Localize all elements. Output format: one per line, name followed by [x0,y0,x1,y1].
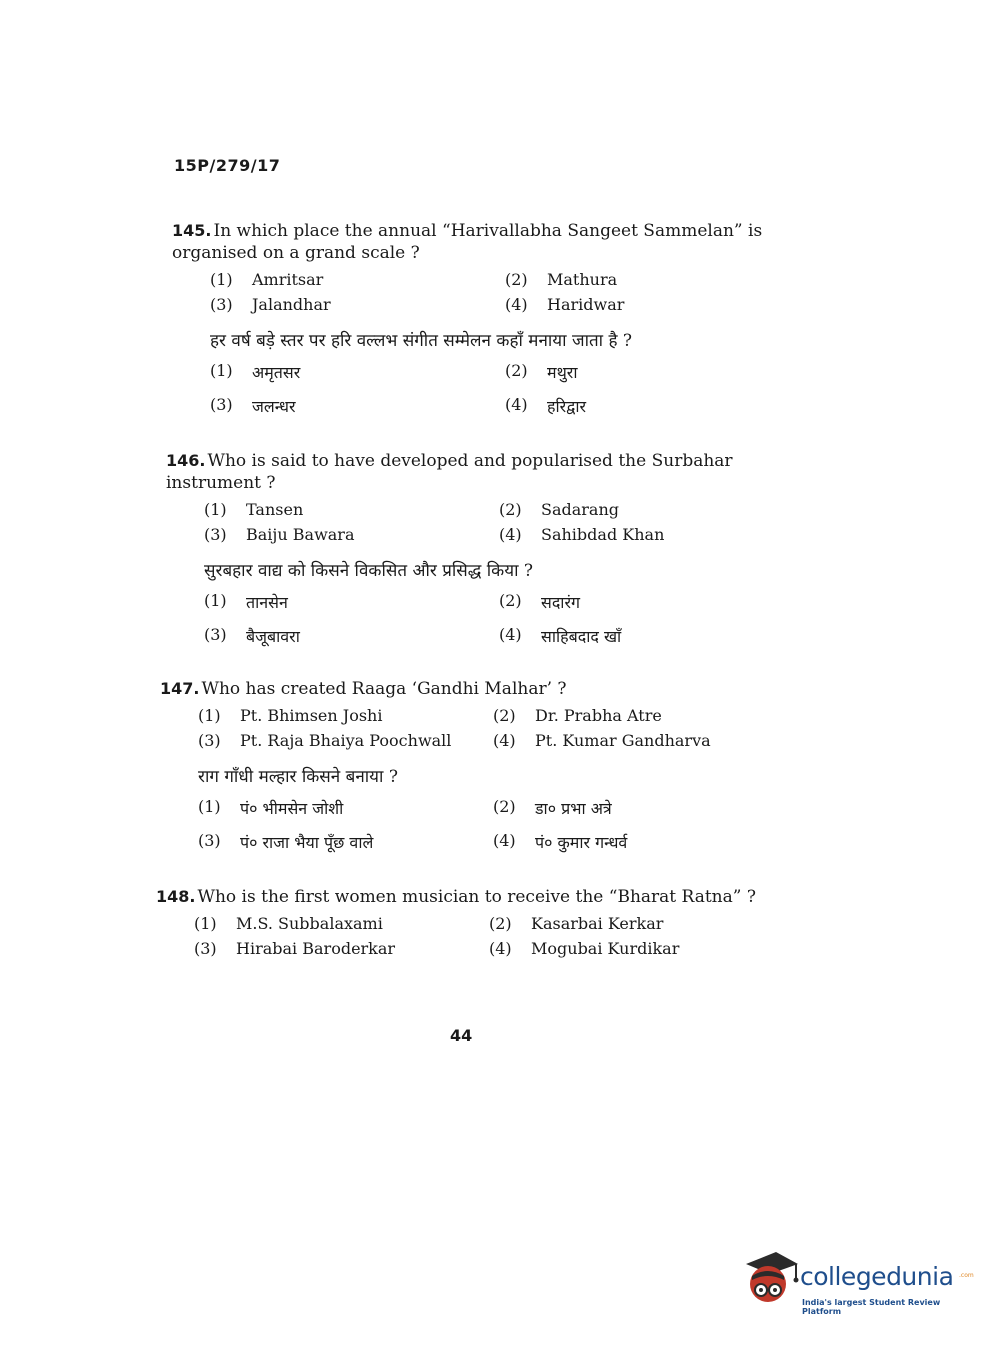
option [198,797,493,819]
option-number: (4) [505,395,528,414]
option [505,295,825,314]
options-en [172,270,802,314]
option [489,914,809,933]
option-text: Mathura [547,270,618,289]
option-text: Pt. Raja Bhaiya Poochwall [240,731,452,750]
question-text-en [160,678,800,700]
option [194,939,489,958]
collegedunia-logo [742,1250,972,1314]
option [493,831,813,853]
option-text: Sahibdad Khan [541,525,665,544]
option-number: (1) [204,591,227,610]
option-number: (3) [210,295,233,314]
option-text: पं० भीमसेन जोशी [240,799,344,818]
option-number: (2) [499,500,522,519]
option-text: पं० राजा भैया पूँछ वाले [240,833,374,852]
option-number: (4) [505,295,528,314]
option-text: Mogubai Kurdikar [531,939,680,958]
option-text: बैजूबावरा [246,627,300,646]
question-text-hi: राग गाँधी मल्हार किसने बनाया ? [198,767,398,787]
option-number: (3) [210,395,233,414]
option-number: (2) [489,914,512,933]
option-number: (3) [204,525,227,544]
brand-domain: .com [959,1272,974,1279]
question-stem: Who has created Raaga ‘Gandhi Malhar’ ? [201,679,567,699]
option [194,914,489,933]
option-text: M.S. Subbalaxami [236,914,383,933]
brand-tagline: India's largest Student Review Platform [802,1298,941,1316]
question-number: 146. [166,451,206,470]
option-number: (1) [210,361,233,380]
option-text: तानसेन [246,593,288,612]
option-number: (3) [198,731,221,750]
option-text: Jalandhar [252,295,331,314]
option-text: जलन्धर [252,397,296,416]
options-hi [172,361,802,417]
option-text: डा० प्रभा अत्रे [535,799,612,818]
option [499,525,819,544]
question-148 [156,886,796,958]
option [210,295,505,314]
option-text: Kasarbai Kerkar [531,914,664,933]
question-text-hi: हर वर्ष बड़े स्तर पर हरि वल्लभ संगीत सम्मेलन कहाँ मनाया जाता है ? [210,331,633,351]
option-number: (1) [198,797,221,816]
option-text: पं० कुमार गन्धर्व [535,833,628,852]
option [499,591,819,613]
option [493,706,813,725]
option-number: (1) [210,270,233,289]
option-text: साहिबदाद खाँ [541,627,622,646]
option [210,270,505,289]
option [505,270,825,289]
paper-code: 15P/279/17 [174,156,281,175]
option-text: Pt. Kumar Gandharva [535,731,711,750]
question-stem: Who is the first women musician to receive the “Bharat Ratna” ? [197,887,756,907]
option-number: (4) [493,831,516,850]
option-text: Sadarang [541,500,620,519]
options-en [156,914,796,958]
option [499,500,819,519]
option [493,797,813,819]
option [210,361,505,383]
option-text: Hirabai Baroderkar [236,939,396,958]
option-number: (4) [489,939,512,958]
option-number: (4) [493,731,516,750]
page-number: 44 [450,1026,473,1045]
option [198,731,493,750]
option [204,625,499,647]
question-number: 145. [172,221,212,240]
option-text: मथुरा [547,363,578,382]
question-number: 147. [160,679,200,698]
option [489,939,809,958]
option-text: Amritsar [252,270,324,289]
option-number: (1) [198,706,221,725]
mascot-icon [742,1250,800,1308]
options-hi [166,591,802,647]
option-number: (2) [493,706,516,725]
option-text: Haridwar [547,295,625,314]
option [505,395,825,417]
question-145 [172,220,802,417]
options-en [166,500,802,544]
question-stem: Who is said to have developed and popularised the Surbahar instrument ? [166,451,733,493]
option [505,361,825,383]
option-number: (2) [505,361,528,380]
option-number: (3) [204,625,227,644]
option-text: Dr. Prabha Atre [535,706,662,725]
option-text: सदारंग [541,593,581,612]
option [204,500,499,519]
question-text-hi: सुरबहार वाद्य को किसने विकसित और प्रसिद्ध किया ? [204,561,534,581]
option-text: Tansen [246,500,304,519]
question-text-en [156,886,796,908]
question-stem: In which place the annual “Harivallabha Sangeet Sammelan” is organised on a grand scale ? [172,221,763,263]
option-number: (4) [499,525,522,544]
question-number: 148. [156,887,196,906]
option-number: (2) [499,591,522,610]
option [204,591,499,613]
option-number: (2) [493,797,516,816]
option [210,395,505,417]
option [493,731,813,750]
option [499,625,819,647]
brand-name: collegedunia [800,1262,954,1291]
option-number: (2) [505,270,528,289]
option-text: Baiju Bawara [246,525,355,544]
question-text-en [166,450,802,494]
option-text: Pt. Bhimsen Joshi [240,706,383,725]
option-number: (3) [194,939,217,958]
option [204,525,499,544]
question-146 [166,450,802,647]
options-hi [160,797,800,853]
option [198,831,493,853]
question-147 [160,678,800,853]
option-number: (3) [198,831,221,850]
option-number: (4) [499,625,522,644]
option [198,706,493,725]
option-number: (1) [204,500,227,519]
option-text: हरिद्वार [547,397,587,416]
options-en [160,706,800,750]
option-text: अमृतसर [252,363,301,382]
question-text-en [172,220,802,264]
option-number: (1) [194,914,217,933]
